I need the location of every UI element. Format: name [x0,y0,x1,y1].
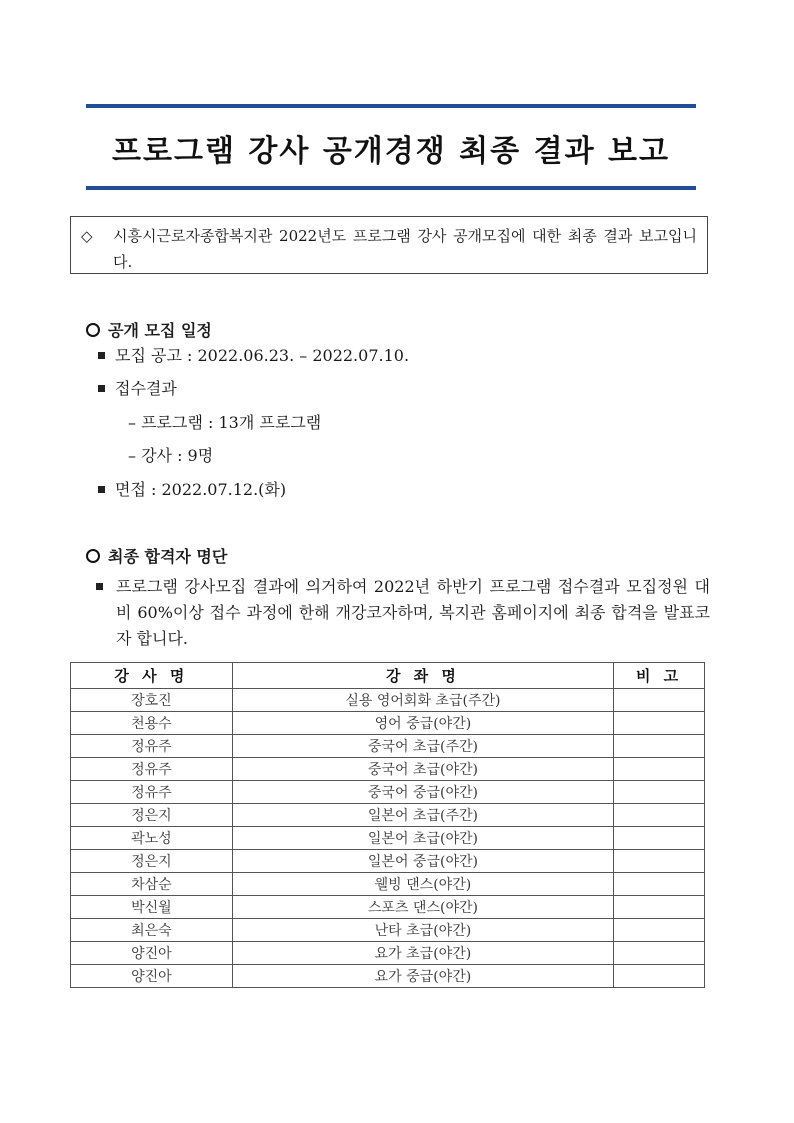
instructor-cell: 천용수 [71,712,233,735]
note-cell [614,850,705,873]
instructor-cell: 정유주 [71,758,233,781]
instructor-cell: 곽노성 [71,827,233,850]
table-row [71,965,705,988]
table-row [71,850,705,873]
course-cell: 실용 영어회화 초급(주간) [232,689,613,712]
instructor-cell: 박신월 [71,896,233,919]
final-list-paragraph [96,574,710,652]
course-cell: 일본어 초급(주간) [232,804,613,827]
instructor-cell: 장호진 [71,689,233,712]
instructor-cell: 차삼순 [71,873,233,896]
instructor-cell: 정유주 [71,735,233,758]
note-cell [614,735,705,758]
schedule-heading-text: 공개 모집 일정 [108,321,212,340]
table-header-row [71,663,705,689]
course-cell: 스포츠 댄스(야간) [232,896,613,919]
intro-text: 시흥시근로자종합복지관 2022년도 프로그램 강사 공개모집에 대한 최종 결과 보고입니다. [113,227,697,271]
intro-box [70,216,708,274]
instructor-cell: 정은지 [71,850,233,873]
square-bullet-icon [98,352,105,359]
circle-bullet-icon [86,549,100,563]
schedule-item-result: 접수결과 [98,376,177,399]
table-row [71,758,705,781]
course-cell: 일본어 초급(야간) [232,827,613,850]
schedule-subitem-instructors: – 강사 : 9명 [128,446,214,465]
table-row [71,781,705,804]
course-cell: 중국어 초급(주간) [232,735,613,758]
schedule-item-notice: 모집 공고 : 2022.06.23. – 2022.07.10. [98,343,409,366]
course-cell: 난타 초급(야간) [232,919,613,942]
title-rule-top [86,104,696,108]
course-cell: 요가 중급(야간) [232,965,613,988]
table-row [71,689,705,712]
course-cell: 중국어 중급(야간) [232,781,613,804]
instructor-cell: 정은지 [71,804,233,827]
note-cell [614,965,705,988]
instructor-cell: 정유주 [71,781,233,804]
instructor-cell: 양진아 [71,965,233,988]
note-cell [614,827,705,850]
schedule-subitem-programs: – 프로그램 : 13개 프로그램 [128,413,322,432]
header-course: 강 좌 명 [232,663,613,689]
schedule-item-interview: 면접 : 2022.07.12.(화) [98,477,286,500]
instructor-cell: 최은숙 [71,919,233,942]
section-heading-final-list [86,544,227,567]
note-cell [614,758,705,781]
square-bullet-icon [98,486,105,493]
table-row [71,942,705,965]
page-title: 프로그램 강사 공개경쟁 최종 결과 보고 [112,134,670,169]
final-list-paragraph-text: 프로그램 강사모집 결과에 의거하여 2022년 하반기 프로그램 접수결과 모집정원 대비 60%이상 접수 과정에 한해 개강코자하며, 복지관 홈페이지에 최종 합격을 발표코자 합니다. [116,577,710,648]
final-list-table [70,662,705,988]
note-cell [614,919,705,942]
header-note: 비 고 [614,663,705,689]
course-cell: 일본어 중급(야간) [232,850,613,873]
note-cell [614,689,705,712]
final-list-heading-text: 최종 합격자 명단 [108,547,228,566]
note-cell [614,781,705,804]
note-cell [614,804,705,827]
course-cell: 요가 초급(야간) [232,942,613,965]
table-row [71,919,705,942]
square-bullet-icon [96,583,103,590]
note-cell [614,942,705,965]
table-row [71,873,705,896]
course-cell: 웰빙 댄스(야간) [232,873,613,896]
instructor-cell: 양진아 [71,942,233,965]
note-cell [614,873,705,896]
course-cell: 영어 중급(야간) [232,712,613,735]
table-row [71,735,705,758]
title-rule-bottom [86,186,696,190]
note-cell [614,712,705,735]
table-row [71,804,705,827]
table-row [71,712,705,735]
header-instructor: 강 사 명 [71,663,233,689]
course-cell: 중국어 초급(야간) [232,758,613,781]
section-heading-schedule [86,318,212,341]
diamond-icon: ◇ [81,227,93,245]
square-bullet-icon [98,385,105,392]
circle-bullet-icon [86,323,100,337]
table-row [71,896,705,919]
table-row [71,827,705,850]
note-cell [614,896,705,919]
